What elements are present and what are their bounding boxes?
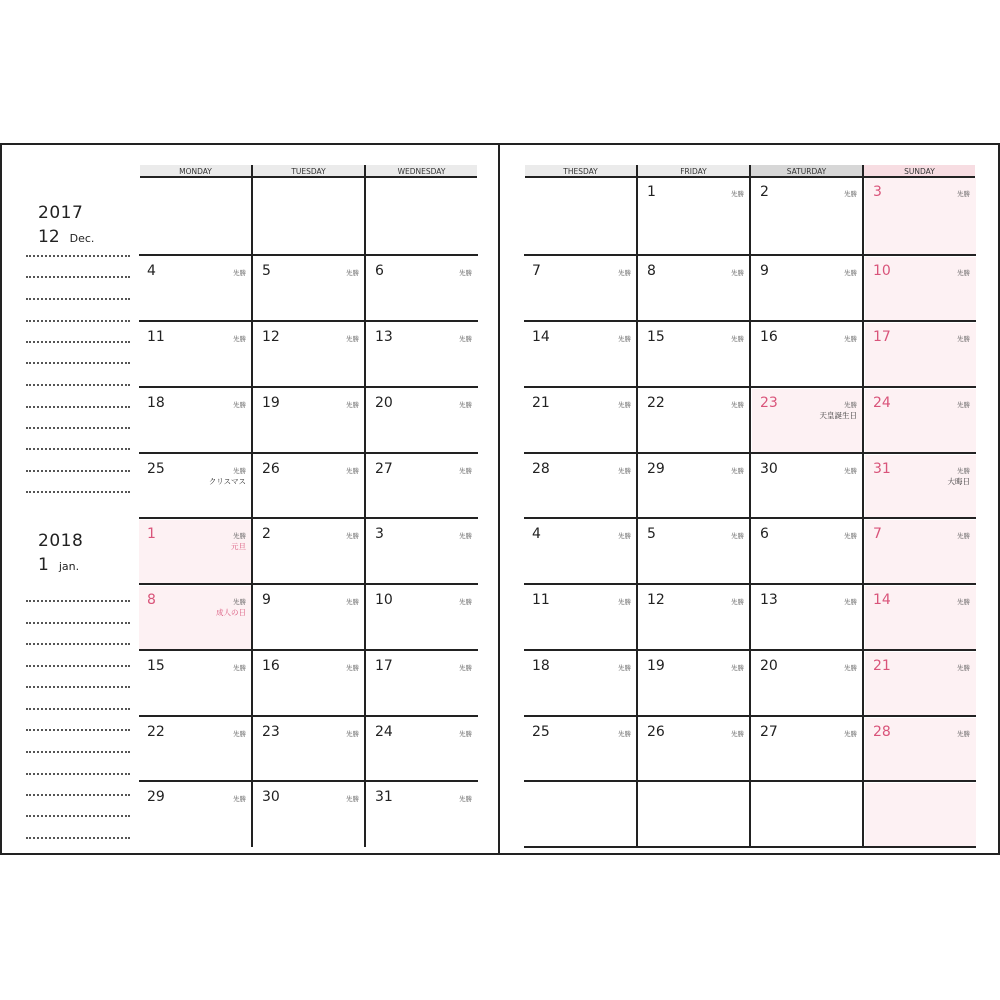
day-number: 27 [760,724,778,740]
rokuyo-label: 先勝 [731,730,744,738]
rokuyo-label: 先勝 [957,730,970,738]
note-line[interactable] [26,448,130,450]
note-line[interactable] [26,622,130,624]
day-cell[interactable] [865,455,976,518]
day-number: 25 [532,724,550,740]
day-cell[interactable] [752,257,863,321]
day-number: 16 [262,658,280,674]
day-number: 18 [147,395,165,411]
day-number: 1 [647,184,656,200]
rokuyo-label: 先勝 [233,795,246,803]
rokuyo-label: 先勝 [459,467,472,475]
day-cell[interactable] [367,520,478,584]
rokuyo-label: 先勝 [957,269,970,277]
day-header-thesday: THESDAY [525,165,636,178]
day-number: 9 [262,592,271,608]
month-number: 12 [38,227,60,247]
rokuyo-label: 先勝 [957,532,970,540]
day-cell[interactable] [639,718,750,781]
rokuyo-label: 先勝 [233,269,246,277]
row-divider [139,452,478,454]
day-cell[interactable] [639,783,750,847]
day-cell[interactable] [752,323,863,387]
rokuyo-label: 先勝 [731,467,744,475]
note-line[interactable] [26,320,130,322]
day-cell[interactable] [139,520,252,584]
rokuyo-label: 先勝 [459,598,472,606]
rokuyo-label: 先勝 [346,795,359,803]
day-cell[interactable] [524,389,637,453]
day-number: 31 [873,461,891,477]
day-number: 3 [873,184,882,200]
rokuyo-label: 先勝 [844,532,857,540]
day-cell[interactable] [865,586,976,650]
day-cell[interactable] [752,389,863,453]
column-divider [364,165,366,847]
day-number: 29 [147,789,165,805]
day-cell[interactable] [254,652,365,716]
rokuyo-label: 先勝 [346,269,359,277]
day-cell[interactable] [367,455,478,518]
day-cell[interactable] [367,257,478,321]
note-line[interactable] [26,255,130,257]
rokuyo-label: 先勝 [233,335,246,343]
day-number: 19 [647,658,665,674]
day-cell[interactable] [639,178,750,255]
day-number: 26 [262,461,280,477]
day-header-saturday: SATURDAY [751,165,862,178]
rokuyo-label: 先勝 [346,664,359,672]
day-cell[interactable] [752,783,863,847]
note-line[interactable] [26,794,130,796]
rokuyo-label: 先勝 [957,664,970,672]
day-number: 29 [647,461,665,477]
rokuyo-label: 先勝 [459,730,472,738]
note-line[interactable] [26,362,130,364]
rokuyo-label: 先勝 [618,598,631,606]
day-number: 20 [375,395,393,411]
day-number: 12 [262,329,280,345]
note-line[interactable] [26,643,130,645]
rokuyo-label: 先勝 [618,401,631,409]
day-number: 14 [873,592,891,608]
day-cell[interactable] [524,586,637,650]
holiday-label: 天皇誕生日 [819,411,857,420]
day-number: 17 [873,329,891,345]
holiday-label: 大晦日 [947,477,970,486]
day-cell[interactable] [752,178,863,255]
day-number: 17 [375,658,393,674]
rokuyo-label: 先勝 [844,401,857,409]
day-number: 2 [262,526,271,542]
note-line[interactable] [26,686,130,688]
day-cell[interactable] [865,257,976,321]
day-number: 22 [147,724,165,740]
row-divider [139,386,478,388]
holiday-label: 元旦 [231,542,246,551]
day-cell[interactable] [639,323,750,387]
day-header-wednesday: WEDNESDAY [366,165,477,178]
day-cell[interactable] [752,586,863,650]
day-cell[interactable] [865,520,976,584]
rokuyo-label: 先勝 [844,664,857,672]
rokuyo-label: 先勝 [233,664,246,672]
day-cell[interactable] [139,323,252,387]
day-header-monday: MONDAY [140,165,251,178]
day-cell[interactable] [639,520,750,584]
day-cell[interactable] [367,323,478,387]
day-number: 30 [760,461,778,477]
column-divider [862,165,864,847]
note-line[interactable] [26,600,130,602]
day-number: 10 [375,592,393,608]
day-cell[interactable] [639,652,750,716]
day-number: 18 [532,658,550,674]
rokuyo-label: 先勝 [957,190,970,198]
day-cell[interactable] [254,257,365,321]
day-number: 4 [147,263,156,279]
holiday-label: 成人の日 [216,608,246,617]
month-name: jan. [58,560,80,573]
rokuyo-label: 先勝 [844,730,857,738]
row-divider [139,583,478,585]
day-number: 21 [532,395,550,411]
day-cell[interactable] [752,455,863,518]
day-cell[interactable] [865,718,976,781]
day-number: 6 [375,263,384,279]
day-number: 31 [375,789,393,805]
rokuyo-label: 先勝 [731,269,744,277]
day-cell[interactable] [524,257,637,321]
rokuyo-label: 先勝 [731,532,744,540]
day-cell[interactable] [524,323,637,387]
day-number: 11 [532,592,550,608]
day-number: 15 [647,329,665,345]
day-number: 20 [760,658,778,674]
rokuyo-label: 先勝 [459,795,472,803]
rokuyo-label: 先勝 [731,335,744,343]
day-cell[interactable] [524,783,637,847]
note-line[interactable] [26,298,130,300]
rokuyo-label: 先勝 [844,467,857,475]
rokuyo-label: 先勝 [346,467,359,475]
rokuyo-label: 先勝 [618,335,631,343]
day-cell[interactable] [139,652,252,716]
day-number: 23 [760,395,778,411]
rokuyo-label: 先勝 [233,730,246,738]
day-number: 5 [647,526,656,542]
row-divider [139,517,478,519]
day-number: 1 [147,526,156,542]
day-header-sunday: SUNDAY [864,165,975,178]
rokuyo-label: 先勝 [346,598,359,606]
day-cell[interactable] [865,652,976,716]
day-cell[interactable] [865,783,976,847]
rokuyo-label: 先勝 [731,190,744,198]
day-cell[interactable] [367,652,478,716]
day-cell[interactable] [524,718,637,781]
day-cell[interactable] [639,586,750,650]
right-page [498,143,1000,855]
rokuyo-label: 先勝 [844,598,857,606]
left-page [0,143,500,855]
day-cell[interactable] [254,586,365,650]
rokuyo-label: 先勝 [618,532,631,540]
day-number: 25 [147,461,165,477]
day-number: 2 [760,184,769,200]
day-cell[interactable] [752,520,863,584]
note-line[interactable] [26,406,130,408]
rokuyo-label: 先勝 [618,269,631,277]
day-cell[interactable] [139,718,252,781]
day-cell[interactable] [752,718,863,781]
day-cell[interactable] [139,178,252,255]
month-january-label [38,555,79,575]
day-cell[interactable] [367,389,478,453]
day-number: 26 [647,724,665,740]
day-number: 6 [760,526,769,542]
day-cell[interactable] [639,455,750,518]
note-line[interactable] [26,276,130,278]
rokuyo-label: 先勝 [459,401,472,409]
day-cell[interactable] [254,783,365,847]
day-number: 28 [873,724,891,740]
rokuyo-label: 先勝 [731,664,744,672]
day-number: 22 [647,395,665,411]
day-cell[interactable] [254,389,365,453]
day-number: 23 [262,724,280,740]
day-cell[interactable] [254,178,365,255]
day-header-friday: FRIDAY [638,165,749,178]
rokuyo-label: 先勝 [844,269,857,277]
rokuyo-label: 先勝 [459,335,472,343]
column-divider [251,165,253,847]
day-number: 24 [873,395,891,411]
day-number: 15 [147,658,165,674]
row-divider [139,715,478,717]
day-cell[interactable] [865,389,976,453]
calendar-grid-right [524,165,976,847]
day-number: 28 [532,461,550,477]
day-number: 7 [873,526,882,542]
rokuyo-label: 先勝 [346,532,359,540]
day-number: 14 [532,329,550,345]
rokuyo-label: 先勝 [844,190,857,198]
day-number: 8 [147,592,156,608]
day-number: 12 [647,592,665,608]
rokuyo-label: 先勝 [346,401,359,409]
year-2017-label: 2017 [38,203,84,223]
rokuyo-label: 先勝 [346,730,359,738]
rokuyo-label: 先勝 [459,664,472,672]
note-line[interactable] [26,751,130,753]
day-number: 7 [532,263,541,279]
row-divider [139,320,478,322]
rokuyo-label: 先勝 [957,598,970,606]
note-line[interactable] [26,665,130,667]
note-line[interactable] [26,837,130,839]
day-number: 13 [760,592,778,608]
day-cell[interactable] [639,257,750,321]
day-cell[interactable] [639,389,750,453]
day-number: 30 [262,789,280,805]
rokuyo-label: 先勝 [459,269,472,277]
day-number: 24 [375,724,393,740]
note-line[interactable] [26,708,130,710]
day-cell[interactable] [139,455,252,518]
day-cell[interactable] [139,257,252,321]
day-cell[interactable] [139,783,252,847]
note-line[interactable] [26,427,130,429]
note-line[interactable] [26,773,130,775]
rokuyo-label: 先勝 [618,730,631,738]
rokuyo-label: 先勝 [731,598,744,606]
holiday-label: クリスマス [208,477,246,486]
day-cell[interactable] [367,586,478,650]
row-divider [139,254,478,256]
day-cell[interactable] [524,178,637,255]
note-line[interactable] [26,384,130,386]
day-cell[interactable] [254,718,365,781]
day-cell[interactable] [865,178,976,255]
day-number: 10 [873,263,891,279]
day-cell[interactable] [865,323,976,387]
day-cell[interactable] [752,652,863,716]
row-divider [139,780,478,782]
rokuyo-label: 先勝 [618,467,631,475]
rokuyo-label: 先勝 [233,467,246,475]
day-number: 16 [760,329,778,345]
day-number: 13 [375,329,393,345]
day-number: 21 [873,658,891,674]
day-cell[interactable] [139,389,252,453]
day-number: 27 [375,461,393,477]
month-number: 1 [38,555,49,575]
rokuyo-label: 先勝 [618,664,631,672]
day-number: 5 [262,263,271,279]
calendar-grid-left [139,165,478,847]
note-line[interactable] [26,815,130,817]
rokuyo-label: 先勝 [957,335,970,343]
day-number: 11 [147,329,165,345]
day-cell[interactable] [254,455,365,518]
day-cell[interactable] [254,520,365,584]
day-number: 9 [760,263,769,279]
rokuyo-label: 先勝 [957,401,970,409]
day-number: 3 [375,526,384,542]
day-cell[interactable] [254,323,365,387]
day-cell[interactable] [367,783,478,847]
rokuyo-label: 先勝 [459,532,472,540]
month-december-label [38,227,94,247]
year-2018-label: 2018 [38,531,84,551]
rokuyo-label: 先勝 [731,401,744,409]
rokuyo-label: 先勝 [233,401,246,409]
day-cell[interactable] [524,455,637,518]
row-divider [139,649,478,651]
note-line[interactable] [26,470,130,472]
day-cell[interactable] [367,718,478,781]
rokuyo-label: 先勝 [233,598,246,606]
rokuyo-label: 先勝 [233,532,246,540]
month-name: Dec. [69,232,95,245]
day-cell[interactable] [139,586,252,650]
day-cell[interactable] [524,652,637,716]
note-line[interactable] [26,491,130,493]
rokuyo-label: 先勝 [957,467,970,475]
rokuyo-label: 先勝 [844,335,857,343]
column-divider [749,165,751,847]
day-cell[interactable] [524,520,637,584]
column-divider [636,165,638,847]
note-line[interactable] [26,341,130,343]
day-number: 4 [532,526,541,542]
note-line[interactable] [26,729,130,731]
day-header-tuesday: TUESDAY [253,165,364,178]
day-number: 8 [647,263,656,279]
day-cell[interactable] [367,178,478,255]
day-number: 19 [262,395,280,411]
rokuyo-label: 先勝 [346,335,359,343]
